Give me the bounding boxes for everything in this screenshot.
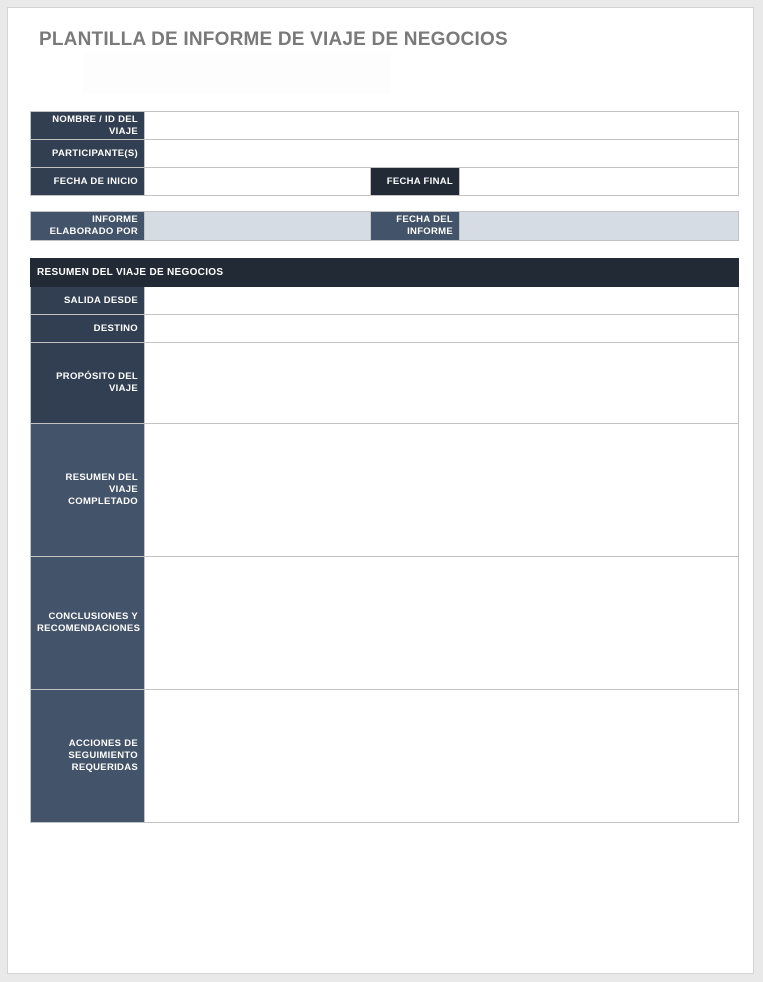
participants-label: PARTICIPANTE(S) bbox=[31, 140, 145, 168]
prepared-by-label: INFORME ELABORADO POR bbox=[31, 212, 145, 241]
conclusions-field[interactable] bbox=[145, 557, 739, 690]
summary-header: RESUMEN DEL VIAJE DE NEGOCIOS bbox=[31, 259, 739, 287]
logo-placeholder bbox=[83, 52, 391, 94]
page-title: PLANTILLA DE INFORME DE VIAJE DE NEGOCIOS bbox=[39, 29, 508, 50]
destination-label: DESTINO bbox=[31, 315, 145, 343]
follow-up-actions-label: ACCIONES DE SEGUIMIENTO REQUERIDAS bbox=[31, 690, 145, 823]
start-date-field[interactable] bbox=[145, 168, 371, 196]
departure-label: SALIDA DESDE bbox=[31, 287, 145, 315]
departure-field[interactable] bbox=[145, 287, 739, 315]
trip-name-field[interactable] bbox=[145, 112, 739, 140]
trip-name-label: NOMBRE / ID DEL VIAJE bbox=[31, 112, 145, 140]
participants-field[interactable] bbox=[145, 140, 739, 168]
completed-summary-field[interactable] bbox=[145, 424, 739, 557]
purpose-label: PROPÓSITO DEL VIAJE bbox=[31, 343, 145, 424]
report-date-label: FECHA DEL INFORME bbox=[371, 212, 460, 241]
conclusions-label: CONCLUSIONES Y RECOMENDACIONES bbox=[31, 557, 145, 690]
end-date-label: FECHA FINAL bbox=[371, 168, 460, 196]
purpose-field[interactable] bbox=[145, 343, 739, 424]
end-date-field[interactable] bbox=[460, 168, 739, 196]
completed-summary-label: RESUMEN DEL VIAJE COMPLETADO bbox=[31, 424, 145, 557]
prepared-by-field[interactable] bbox=[145, 212, 371, 241]
start-date-label: FECHA DE INICIO bbox=[31, 168, 145, 196]
report-info-table bbox=[30, 211, 739, 241]
destination-field[interactable] bbox=[145, 315, 739, 343]
follow-up-actions-field[interactable] bbox=[145, 690, 739, 823]
report-date-field[interactable] bbox=[460, 212, 739, 241]
trip-info-table bbox=[30, 111, 739, 196]
trip-summary-table bbox=[30, 258, 739, 823]
